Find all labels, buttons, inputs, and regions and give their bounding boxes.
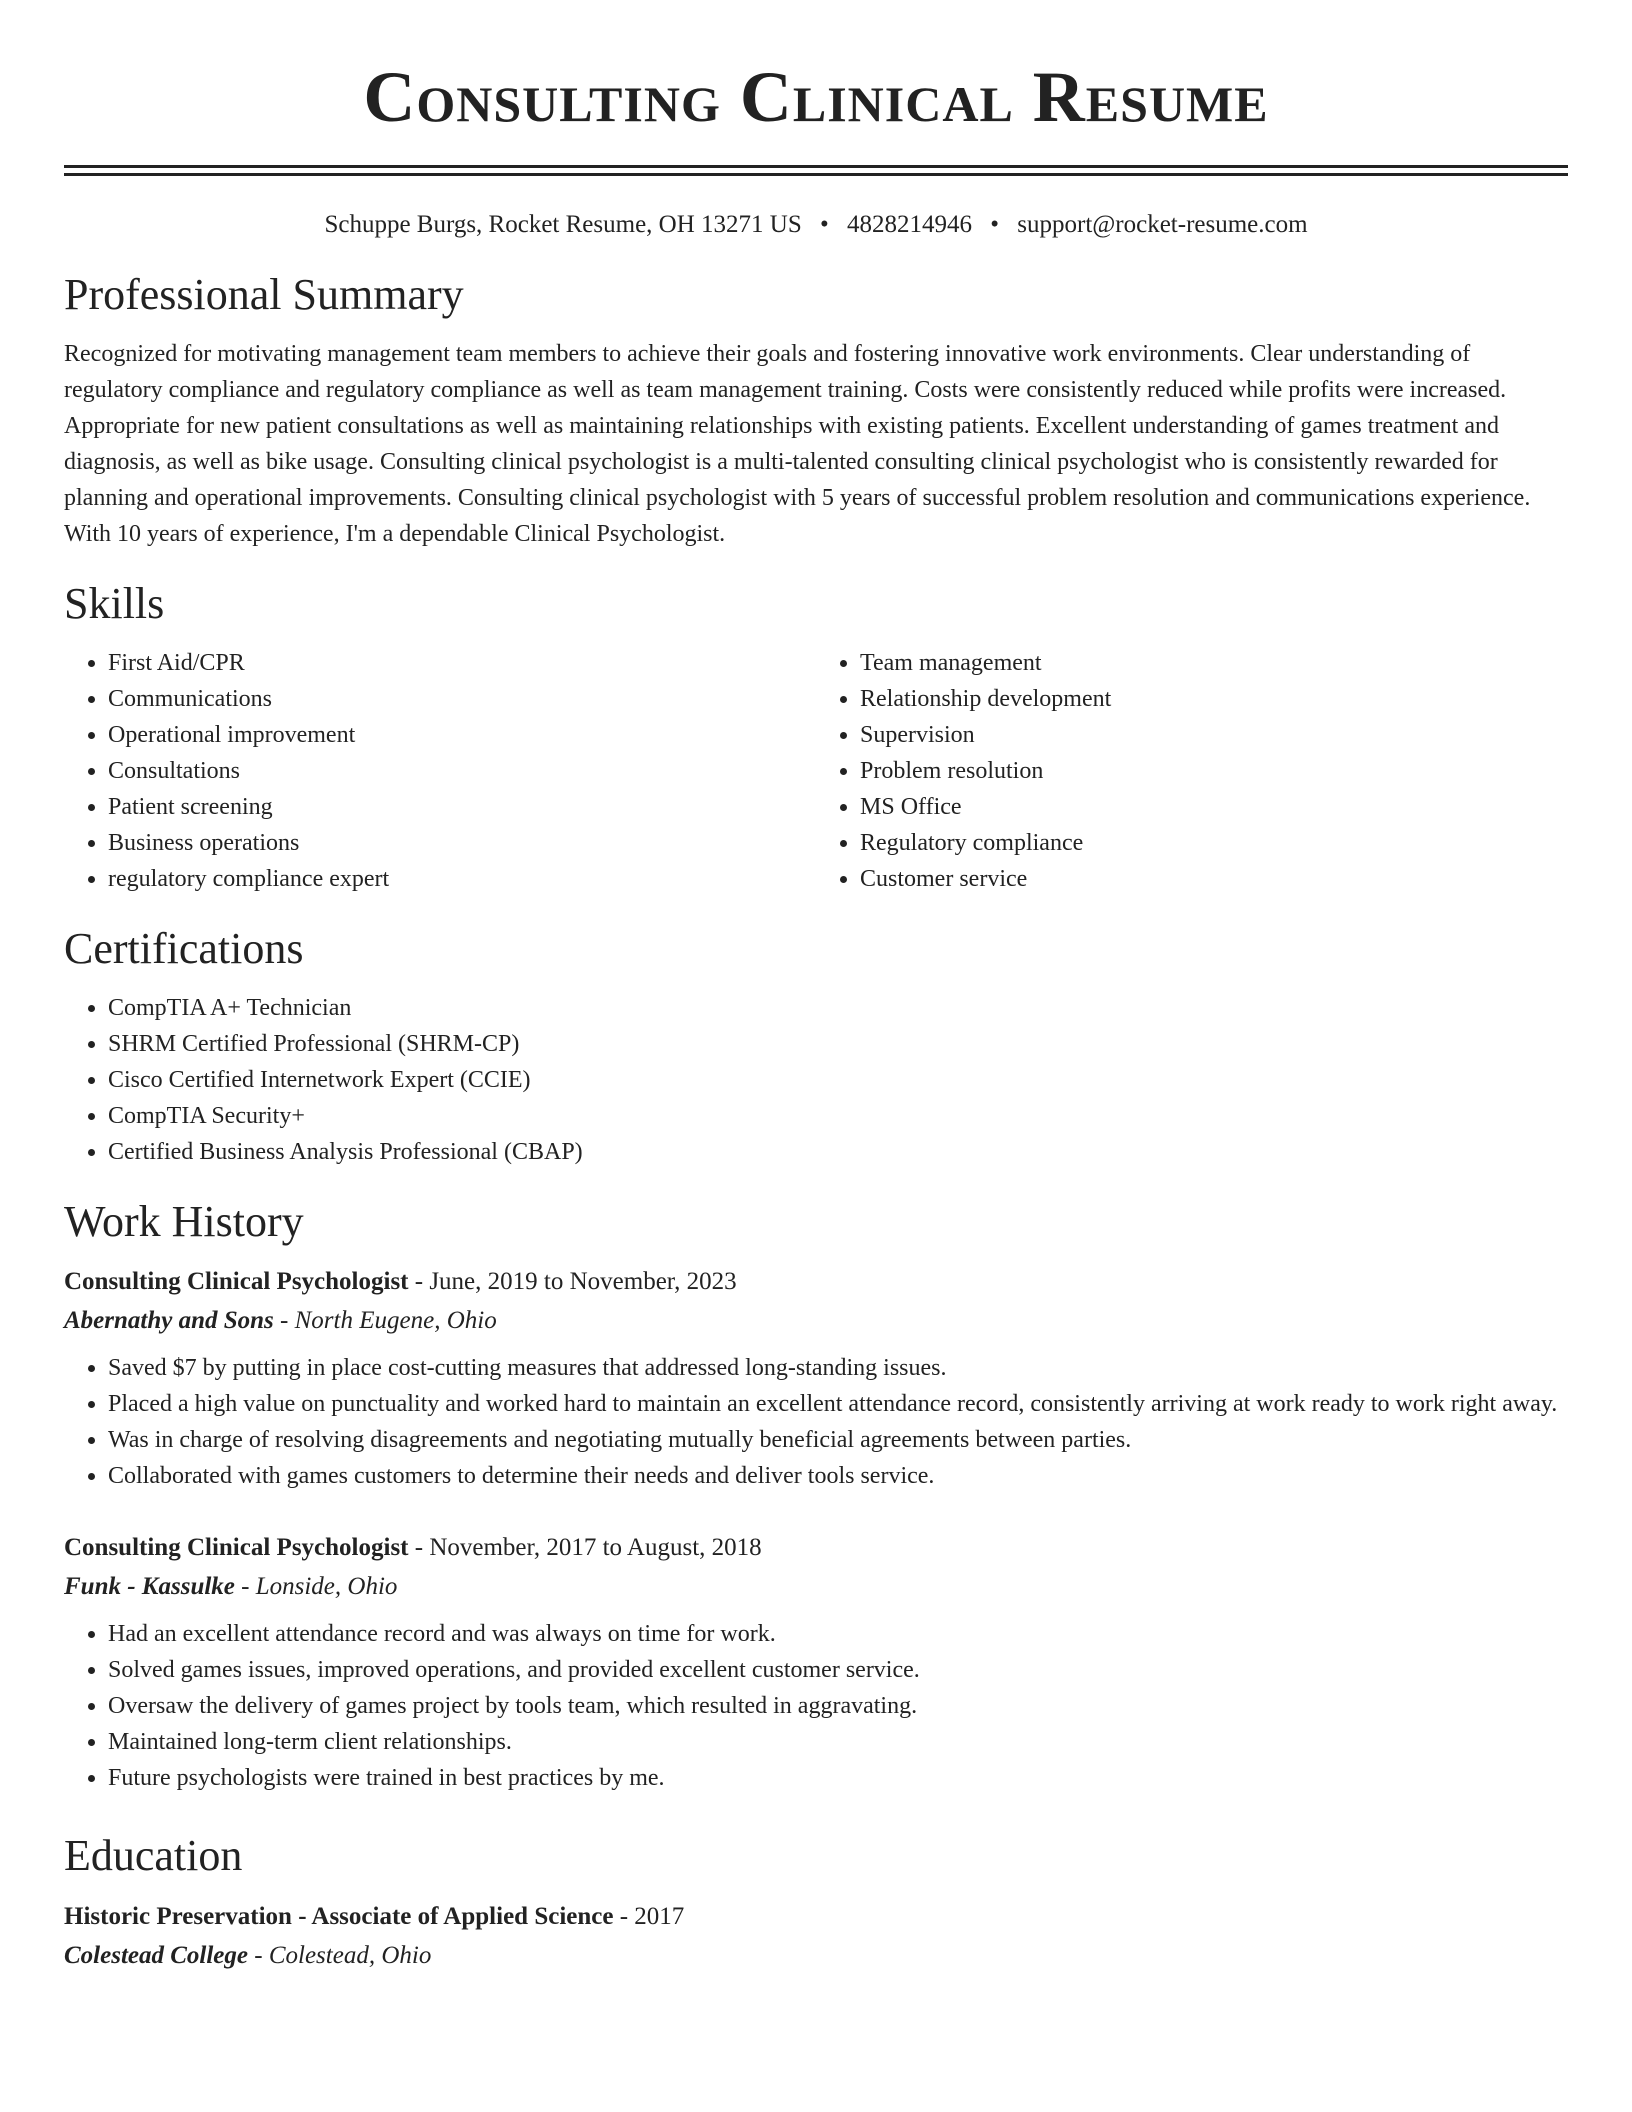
education-school-line: Colestead College - Colestead, Ohio (64, 1942, 432, 1970)
work-history-heading: Work History (64, 1196, 304, 1246)
job-title-line: Consulting Clinical Psychologist - June, 2019 to November, 2023 (64, 1268, 737, 1296)
summary-heading: Professional Summary (64, 270, 464, 320)
education-heading: Education (64, 1831, 243, 1881)
contact-address: Schuppe Burgs, Rocket Resume, OH 13271 US (324, 210, 802, 238)
title-divider (64, 165, 1568, 176)
skill-item: • Problem resolution (860, 753, 1568, 789)
education-year: 2017 (634, 1903, 685, 1931)
education-location: Colestead, Ohio (268, 1942, 432, 1970)
education-school: Colestead College (64, 1942, 248, 1970)
certifications-heading: Certifications (64, 923, 304, 973)
skill-item: • Supervision (860, 717, 1568, 753)
job-entry (64, 1528, 1568, 1796)
job-bullet: • Solved games issues, improved operations, and provided excellent customer service. (108, 1652, 1568, 1688)
certification-item: • Certified Business Analysis Professional (CBAP) (108, 1134, 1568, 1170)
job-location: North Eugene, Ohio (294, 1307, 497, 1335)
job-bullet: • Placed a high value on punctuality and worked hard to maintain an excellent attendance record, consistently arriving at work ready to work right away. (108, 1386, 1568, 1422)
job-bullet: • Had an excellent attendance record and was always on time for work. (108, 1616, 1568, 1652)
skill-item: • Regulatory compliance (860, 825, 1568, 861)
certifications-list (64, 990, 1568, 1170)
certification-item: • CompTIA A+ Technician (108, 990, 1568, 1026)
education-degree-line: Historic Preservation - Associate of Applied Science - 2017 (64, 1903, 685, 1931)
skills-heading: Skills (64, 579, 165, 629)
skill-item: • Patient screening (108, 789, 816, 825)
job-company-line: Funk - Kassulke - Lonside, Ohio (64, 1573, 398, 1601)
job-company: Abernathy and Sons (64, 1307, 274, 1335)
skill-item: • regulatory compliance expert (108, 861, 816, 897)
skill-item: • Customer service (860, 861, 1568, 897)
skill-item: • Operational improvement (108, 717, 816, 753)
skill-item: • First Aid/CPR (108, 645, 816, 681)
job-company-line: Abernathy and Sons - North Eugene, Ohio (64, 1307, 497, 1335)
education-entry (64, 1897, 1568, 1975)
skill-item: • Consultations (108, 753, 816, 789)
job-bullet: • Maintained long-term client relationships. (108, 1724, 1568, 1760)
skill-item: • MS Office (860, 789, 1568, 825)
skill-item: • Business operations (108, 825, 816, 861)
resume-title: Consulting Clinical Resume (363, 57, 1269, 137)
job-title-line: Consulting Clinical Psychologist - November, 2017 to August, 2018 (64, 1534, 762, 1562)
education-degree: Historic Preservation - Associate of Applied Science (64, 1903, 614, 1931)
job-dates: June, 2019 to November, 2023 (429, 1268, 737, 1296)
job-location: Lonside, Ohio (255, 1573, 398, 1601)
skills-list-right (816, 645, 1568, 897)
job-bullets (64, 1616, 1568, 1796)
skill-item: • Communications (108, 681, 816, 717)
job-bullet: • Future psychologists were trained in best practices by me. (108, 1760, 1568, 1796)
skills-columns (64, 645, 1568, 897)
contact-line (64, 206, 1568, 244)
certification-item: • Cisco Certified Internetwork Expert (CCIE) (108, 1062, 1568, 1098)
job-bullet: • Collaborated with games customers to determine their needs and deliver tools service. (108, 1458, 1568, 1494)
skill-item: • Team management (860, 645, 1568, 681)
job-bullets (64, 1350, 1568, 1494)
certification-item: • SHRM Certified Professional (SHRM-CP) (108, 1026, 1568, 1062)
job-dates: November, 2017 to August, 2018 (429, 1534, 762, 1562)
job-bullet: • Saved $7 by putting in place cost-cutting measures that addressed long-standing issues. (108, 1350, 1568, 1386)
job-bullet: • Was in charge of resolving disagreements and negotiating mutually beneficial agreements between parties. (108, 1422, 1568, 1458)
contact-email: support@rocket-resume.com (1017, 210, 1308, 238)
skills-list-left (64, 645, 816, 897)
contact-phone: 4828214946 (847, 210, 972, 238)
job-title: Consulting Clinical Psychologist (64, 1534, 409, 1562)
job-bullet: • Oversaw the delivery of games project by tools team, which resulted in aggravating. (108, 1688, 1568, 1724)
contact-separator: • (990, 210, 1000, 238)
job-entry (64, 1262, 1568, 1494)
certification-item: • CompTIA Security+ (108, 1098, 1568, 1134)
summary-text: Recognized for motivating management team members to achieve their goals and fostering innovative work environments. Clear understanding of regulatory compliance and regulatory compliance as well as team management training. Costs were consistently reduced while profits were increased. Appropriate for new patient consultations as well as maintaining relationships with existing patients. Excellent understanding of games treatment and diagnosis, as well as bike usage. Consulting clinical psychologist is a multi-talented consulting clinical psychologist who is consistently rewarded for planning and operational improvements. Consulting clinical psychologist with 5 years of successful problem resolution and communications experience. With 10 years of experience, I'm a dependable Clinical Psychologist. (64, 341, 1531, 548)
job-company: Funk - Kassulke (64, 1573, 235, 1601)
contact-separator: • (819, 210, 829, 238)
job-title: Consulting Clinical Psychologist (64, 1268, 409, 1296)
skill-item: • Relationship development (860, 681, 1568, 717)
